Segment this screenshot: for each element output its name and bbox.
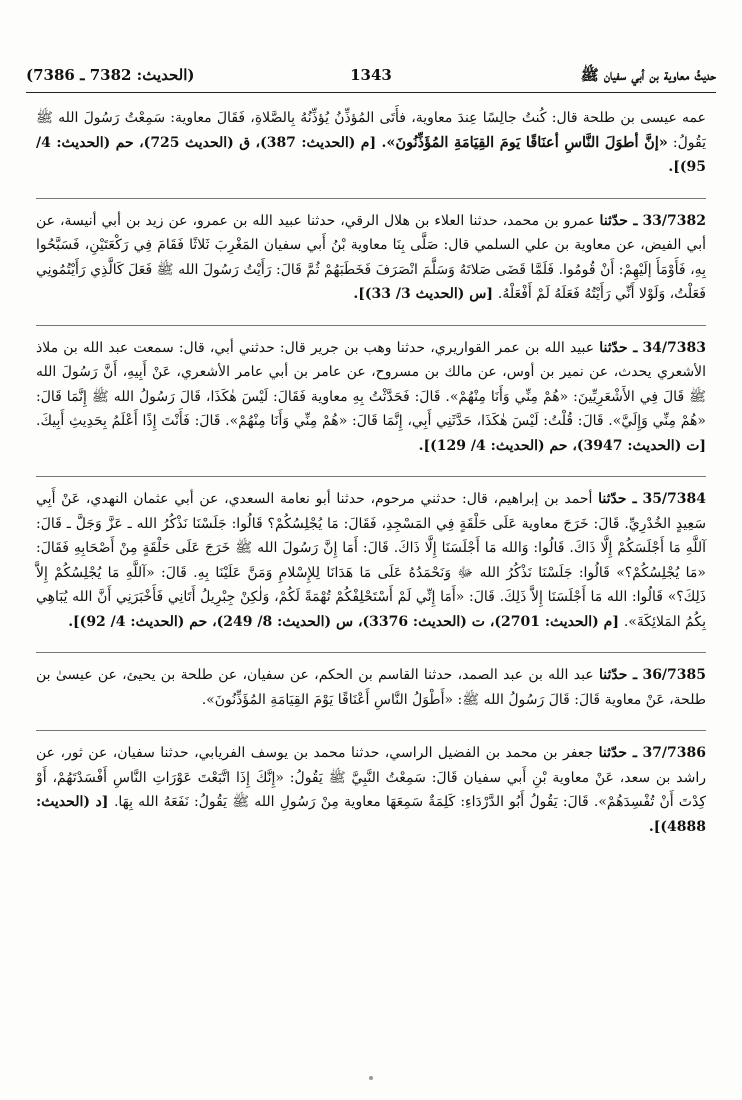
entry-divider — [36, 652, 706, 653]
haddathana-label: ـ حدّثنا — [598, 491, 637, 507]
hadith-text: أحمد بن إبراهيم، قال: حدثني مرحوم، حدثنا أبو نعامة السعدي، عن أبي عثمان النهدي، عَنْ أَبِي سَعِيدٍ الخُدْرِيِّ. قَالَ: خَرَجَ معاوية عَلَى حَلْقَةٍ فِي المَسْجِدِ، فَقَالَ: مَا يُجْلِسُكُمْ؟ قَالُوا: جَلَسْنَا نَذْكُرُ الله ـ عَزَّ وَجَلَّ ـ قَالَ: آللَّهِ مَا أَجْلَسَكُمْ إِلَّا ذَاكَ. قَالُوا: وَالله مَا أَجْلَسَنَا إِلَّا ذَاكَ. قَالَ: أَمَا إِنَّ رَسُولَ الله ﷺ خَرَجَ عَلَى حَلْقَةٍ مِنْ أَصْحَابِهِ فَقَالَ: «مَا يُجْلِسُكُمْ؟» قَالُوا: جَلَسْنَا نَذْكُرُ الله ﷻ وَنَحْمَدُهُ عَلَى مَا هَدَانَا لِلإِسْلامِ وَمَنَّ عَلَيْنَا بِهِ. قَالَ: «آللَّهِ مَا يُجْلِسُكُمْ إِلاَّ ذَلِكَ؟» قَالُوا: الله مَا أَجْلَسَنَا إِلاَّ ذَلِكَ. قَالَ: «أَمَا إِنِّي لَمْ أَسْتَحْلِفْكُمْ تُهْمَةً لَكُمْ، وَلٰكِنْ جِبْرِيلُ أَتَانِي فَأَخْبَرَنِي أَنَّ الله يُبَاهِي بِكُمُ المَلائِكَةَ». — [36, 491, 706, 630]
continued-hadith — [36, 106, 706, 180]
hadith-refs: [د (الحديث: 4888)]. — [36, 794, 706, 835]
hadith-entry-7384 — [36, 487, 706, 634]
header-hadith-range: (الحديث: 7382 ـ 7386) — [26, 66, 195, 84]
continued-text: عمه عيسى بن طلحة قال: كُنتُ جالِسًا عِندَ معاوية، فأَتَى المُؤذِّنُ يُؤذِّنُهُ بِالصَّلاةِ، فَقَالَ معاوية: سَمِعْتُ رَسُولَ الله ﷺ يَقُولُ: — [36, 110, 706, 151]
haddathana-label: ـ حدّثنا — [598, 745, 637, 761]
hadith-refs: [س (الحديث 3/ 33)]. — [353, 286, 498, 302]
haddathana-label: ـ حدّثنا — [599, 212, 638, 229]
hadith-entry-7385 — [36, 663, 706, 712]
hadith-entry-7383 — [36, 336, 706, 459]
scan-dot — [369, 1076, 373, 1080]
hadith-number: 35/7384 — [642, 491, 707, 507]
hadith-text: عبد الله بن عبد الصمد، حدثنا القاسم بن الحكم، عن سفيان، عن طلحة بن يحيئ، عن عيسىٰ بن طلحة، عَنْ معاوية قَالَ: قَالَ رَسُولُ الله ﷺ: «أَطْوَلُ النَّاسِ أَعْنَاقًا يَوْمَ القِيَامَةِ المُؤَذِّنُونَ». — [36, 667, 706, 708]
hadith-number: 34/7383 — [642, 339, 706, 356]
haddathana-label: ـ حدّثنا — [598, 667, 638, 683]
continued-refs: . [م (الحديث: 387)، ق (الحديث 725)، حم (الحديث: 4/ 95)]. — [36, 134, 706, 175]
page-header — [26, 58, 716, 93]
page-body — [36, 106, 706, 839]
header-title: حديثُ معاوية بن أبي سفيان ﷺ — [580, 66, 716, 84]
hadith-number: 33/7382 — [642, 212, 706, 229]
entry-divider — [36, 476, 706, 477]
hadith-number: 36/7385 — [642, 667, 707, 683]
hadith-text: عبيد الله بن عمر القواريري، حدثنا وهب بن جرير قال: حدثني أبي، قال: سمعت عبد الله بن ملاذ الأشعري يحدث، عن نمير بن أوس، عن مالك بن مسروح، عن عامر بن أبي عامر الأشعري، عَنْ أَبِيهِ، أَنَّ رَسُولَ الله ﷺ قَالَ فِي الأَشْعَرِيِّينَ: «هُمْ مِنِّي وَأَنَا مِنْهُمْ». قَالَ: فَحَدَّثْتُ بِهِ معاوية فَقَالَ: لَيْسَ هٰكَذَا، قَالَ رَسُولُ الله ﷺ إِنَّمَا قَالَ: «هُمْ مِنِّي وَإِلَيَّ». قَالَ: قُلْتُ: لَيْسَ هٰكَذَا، حَدَّثَنِي أَبِي، إِنَّمَا قَالَ: «هُمْ مِنِّي وَأَنَا مِنْهُمْ». قَالَ: فَأَنْتَ إِذًا أَعْلَمُ بِحَدِيثِ أَبِيكَ. — [36, 339, 706, 429]
entry-divider — [36, 325, 706, 326]
hadith-text: جعفر بن محمد بن الفضيل الراسي، حدثنا محمد بن يوسف الفريابي، حدثنا سفيان، عن ثور، عن راشد بن سعد، عَنْ معاوية بْنِ أَبي سفيان قَالَ: سَمِعْتُ النَّبِيَّ ﷺ يَقُولُ: «إِنَّكَ إِذَا اتَّبَعْتَ عَوْرَاتِ النَّاسِ أَفْسَدْتَهُمْ، أَوْ كِدْتَ أَنْ تُفْسِدَهُمْ». قَالَ: يَقُولُ أَبُو الدَّرْدَاءِ: كَلِمَةٌ سَمِعَهَا معاوية مِنْ رَسُولِ الله ﷺ يَقُولُ: نَفَعَهُ الله بِهَا. — [36, 745, 706, 810]
hadith-refs: [م (الحديث: 2701)، ت (الحديث: 3376)، س (الحديث: 8/ 249)، حم (الحديث: 4/ 92)]. — [68, 613, 624, 630]
hadith-entry-7386 — [36, 741, 706, 839]
continued-quote: «إنَّ أطوَلَ النَّاسِ أعنَاقًا يَومَ القِيَامَةِ المُؤَذِّنُونَ» — [386, 133, 668, 151]
hadith-number: 37/7386 — [642, 745, 706, 761]
hadith-refs: [ت (الحديث: 3947)، حم (الحديث: 4/ 129)]. — [418, 437, 706, 454]
page-number: 1343 — [350, 66, 392, 84]
hadith-entry-7382 — [36, 209, 706, 307]
entry-divider — [36, 730, 706, 731]
entry-divider — [36, 198, 706, 199]
hadith-text: عمرو بن محمد، حدثنا العلاء بن هلال الرقي، حدثنا عبيد الله بن عمرو، عن زيد بن أبي أنيسة، عن أبي الفيض، عن معاوية بن علي السلمي قال: صَلَّى بِنَا معاوية بْنُ أَبي سفيان المَغْرِبَ ثَلاثًا فَقَامَ فِي رَكْعَتَيْنِ، فَسَبَّحُوا بِهِ، فَأَوْمَأَ إلَيْهِمْ: أَنْ قُومُوا. فَلَمَّا قَضَى صَلاتَهُ وَسَلَّمَ انْصَرَفَ فَخَطَبَهُمْ ثُمَّ قَالَ: رَأَيْتُ رَسُولَ الله ﷺ فَعَلَ كَالَّذِي رَأَيْتُمُونِي فَعَلْتُ، وَلَوْلا أَنِّي رَأَيْتُهُ فَعَلَهُ لَمْ أَفْعَلْهُ. — [36, 212, 706, 302]
haddathana-label: ـ حدّثنا — [599, 339, 638, 356]
